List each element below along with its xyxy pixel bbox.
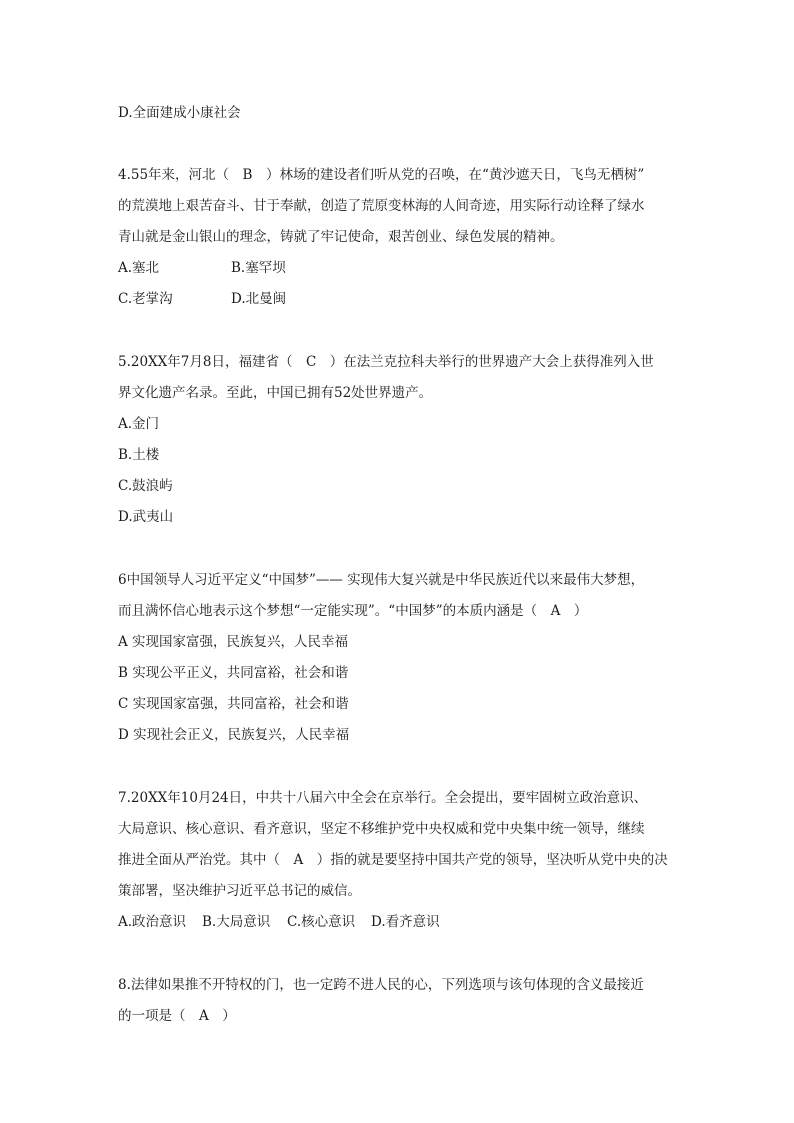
q5-line-1: 5.20XX年7月8日，福建省（ C ）在法兰克拉科夫举行的世界遗产大会上获得准列入世: [118, 354, 654, 370]
q5-option-c: C.鼓浪屿: [118, 478, 173, 494]
q7-line-2: 大局意识、核心意识、看齐意识，坚定不移维护党中央权威和党中央集中统一领导，继续: [118, 821, 645, 837]
q3-option-d: D.全面建成小康社会: [118, 105, 241, 121]
q6-line-2: 而且满怀信心地表示这个梦想“一定能实现”。“中国梦”的本质内涵是（ A ）: [118, 603, 588, 619]
q4-line-2: 的荒漠地上艰苦奋斗、甘于奉献，创造了荒原变林海的人间奇迹，用实际行动诠释了绿水: [118, 198, 645, 214]
q6-option-c: C 实现国家富强，共同富裕，社会和谐: [118, 696, 349, 712]
q4-option-a: A.塞北: [118, 260, 160, 276]
q5-option-a: A.金门: [118, 416, 160, 432]
q8-line-2: 的一项是（ A ）: [118, 1008, 236, 1024]
q4-option-d: D.北曼闽: [231, 291, 287, 307]
q4-line-1: 4.55年来，河北（ B ）林场的建设者们听从党的召唤，在“黄沙遮天日，飞鸟无栖树”: [118, 167, 645, 183]
q6-line-1: 6中国领导人习近平定义“中国梦”—— 实现伟大复兴就是中华民族近代以来最伟大梦想，: [118, 572, 645, 588]
q7-option-b: B.大局意识: [202, 914, 271, 930]
q7-line-1: 7.20XX年10月24日，中共十八届六中全会在京举行。全会提出，要牢固树立政治意识、: [118, 790, 648, 806]
q6-option-d: D 实现社会正义，民族复兴，人民幸福: [118, 727, 350, 743]
q8-line-1: 8.法律如果推不开特权的门，也一定跨不进人民的心，下列选项与该句体现的含义最接近: [118, 977, 644, 993]
q7-line-4: 策部署，坚决维护习近平总书记的威信。: [118, 883, 361, 899]
q5-line-2: 界文化遗产名录。至此，中国已拥有52处世界遗产。: [118, 385, 433, 401]
q5-option-d: D.武夷山: [118, 509, 174, 525]
q5-option-b: B.土楼: [118, 447, 160, 463]
q7-option-d: D.看齐意识: [371, 914, 440, 930]
q6-option-b: B 实现公平正义，共同富裕，社会和谐: [118, 665, 349, 681]
q6-option-a: A 实现国家富强，民族复兴，人民幸福: [118, 634, 349, 650]
q7-line-3: 推进全面从严治党。其中（ A ）指的就是要坚持中国共产党的领导，坚决听从党中央的决: [118, 852, 668, 868]
q4-line-3: 青山就是金山银山的理念，铸就了牢记使命，艰苦创业、绿色发展的精神。: [118, 229, 564, 245]
q4-option-c: C.老掌沟: [118, 291, 173, 307]
q7-option-c: C.核心意识: [287, 914, 356, 930]
q7-option-a: A.政治意识: [118, 914, 187, 930]
q4-option-b: B.塞罕坝: [231, 260, 286, 276]
